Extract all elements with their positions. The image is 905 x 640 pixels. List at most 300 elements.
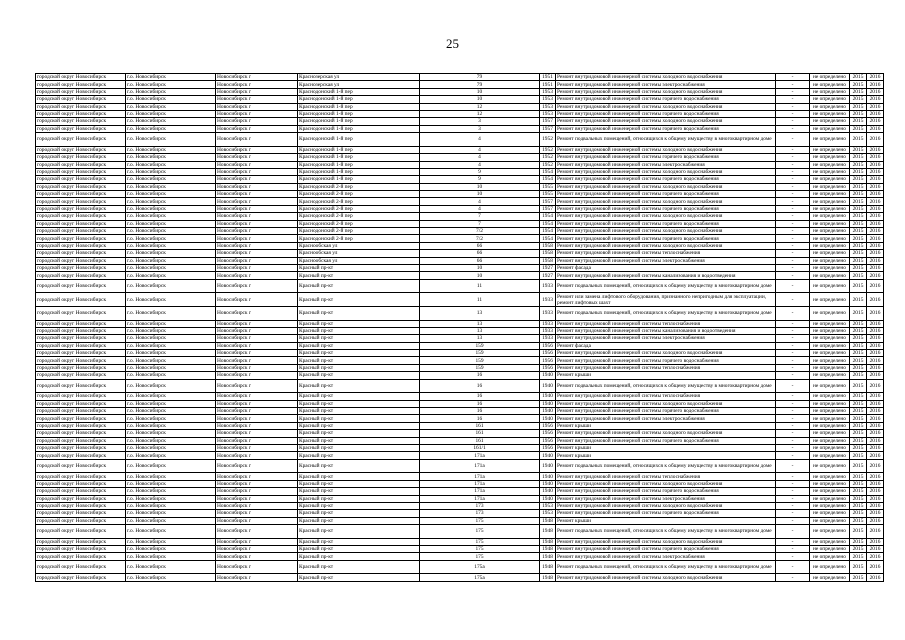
house-number-cell: 10: [420, 272, 540, 279]
start-year-cell: 2015: [850, 379, 867, 393]
city-cell: Новосибирск г: [216, 228, 298, 235]
work-type-cell: Ремонт подвальных помещений, относящихся к общему имуществу в многоквартирном доме: [556, 560, 776, 574]
cost-cell: -: [776, 400, 810, 407]
city-cell: Новосибирск г: [216, 205, 298, 212]
house-number-cell: 175а: [420, 560, 540, 574]
cost-cell: -: [776, 293, 810, 307]
district-cell: г.о. Новосибирск: [126, 379, 216, 393]
street-cell: Красный пр-кт: [298, 510, 420, 517]
build-year-cell: 1956: [540, 422, 556, 429]
end-year-cell: 2016: [867, 161, 884, 168]
city-cell: Новосибирск г: [216, 437, 298, 444]
end-year-cell: 2016: [867, 88, 884, 95]
house-number-cell: 4: [420, 133, 540, 147]
cost-cell: -: [776, 327, 810, 334]
build-year-cell: 1954: [540, 168, 556, 175]
start-year-cell: 2015: [850, 146, 867, 153]
build-year-cell: 1940: [540, 372, 556, 379]
city-cell: Новосибирск г: [216, 342, 298, 349]
house-number-cell: 4: [420, 161, 540, 168]
start-year-cell: 2015: [850, 525, 867, 539]
cost-cell: -: [776, 422, 810, 429]
table-row: [36, 125, 884, 132]
cost-cell: -: [776, 335, 810, 342]
build-year-cell: 1948: [540, 517, 556, 524]
cost-status-cell: не определено: [810, 103, 850, 110]
city-cell: Новосибирск г: [216, 306, 298, 320]
build-year-cell: 1940: [540, 408, 556, 415]
start-year-cell: 2015: [850, 103, 867, 110]
start-year-cell: 2015: [850, 495, 867, 502]
table-row: [36, 191, 884, 198]
build-year-cell: 1940: [540, 452, 556, 459]
cost-cell: -: [776, 183, 810, 190]
cost-status-cell: не определено: [810, 205, 850, 212]
district-cell: г.о. Новосибирск: [126, 408, 216, 415]
house-number-cell: 11: [420, 293, 540, 307]
work-type-cell: Ремонт внутридомовой инженерной системы холодного водоснабжения: [556, 228, 776, 235]
city-cell: Новосибирск г: [216, 257, 298, 264]
municipality-cell: городской округ Новосибирск: [36, 213, 126, 220]
house-number-cell: 4: [420, 205, 540, 212]
cost-cell: -: [776, 306, 810, 320]
work-type-cell: Ремонт крыши: [556, 372, 776, 379]
city-cell: Новосибирск г: [216, 517, 298, 524]
house-number-cell: 175: [420, 525, 540, 539]
table-row: [36, 444, 884, 451]
table-row: [36, 306, 884, 320]
municipality-cell: городской округ Новосибирск: [36, 459, 126, 473]
street-cell: Красный пр-кт: [298, 574, 420, 581]
work-type-cell: Ремонт крыши: [556, 422, 776, 429]
build-year-cell: 1955: [540, 183, 556, 190]
cost-cell: -: [776, 279, 810, 293]
end-year-cell: 2016: [867, 205, 884, 212]
district-cell: г.о. Новосибирск: [126, 459, 216, 473]
cost-cell: -: [776, 546, 810, 553]
end-year-cell: 2016: [867, 96, 884, 103]
cost-status-cell: не определено: [810, 220, 850, 227]
street-cell: Краснодонский 1-й пер: [298, 110, 420, 117]
street-cell: Красный пр-кт: [298, 306, 420, 320]
city-cell: Новосибирск г: [216, 125, 298, 132]
build-year-cell: 1952: [540, 133, 556, 147]
work-type-cell: Ремонт внутридомовой инженерной системы теплоснабжения: [556, 250, 776, 257]
street-cell: Краснодонский 2-й пер: [298, 183, 420, 190]
table-row: [36, 574, 884, 581]
cost-cell: -: [776, 574, 810, 581]
cost-status-cell: не определено: [810, 146, 850, 153]
city-cell: Новосибирск г: [216, 272, 298, 279]
start-year-cell: 2015: [850, 110, 867, 117]
end-year-cell: 2016: [867, 264, 884, 271]
municipality-cell: городской округ Новосибирск: [36, 293, 126, 307]
street-cell: Красный пр-кт: [298, 264, 420, 271]
cost-status-cell: не определено: [810, 430, 850, 437]
house-number-cell: 10: [420, 183, 540, 190]
city-cell: Новосибирск г: [216, 400, 298, 407]
work-type-cell: Ремонт внутридомовой инженерной системы холодного водоснабжения: [556, 183, 776, 190]
cost-cell: -: [776, 198, 810, 205]
build-year-cell: 1951: [540, 74, 556, 81]
house-number-cell: 12: [420, 110, 540, 117]
cost-status-cell: не определено: [810, 191, 850, 198]
start-year-cell: 2015: [850, 422, 867, 429]
house-number-cell: 16: [420, 393, 540, 400]
end-year-cell: 2016: [867, 517, 884, 524]
start-year-cell: 2015: [850, 81, 867, 88]
build-year-cell: 1940: [540, 480, 556, 487]
build-year-cell: 1940: [540, 488, 556, 495]
cost-status-cell: не определено: [810, 293, 850, 307]
city-cell: Новосибирск г: [216, 510, 298, 517]
house-number-cell: 66: [420, 257, 540, 264]
end-year-cell: 2016: [867, 553, 884, 560]
cost-cell: -: [776, 342, 810, 349]
city-cell: Новосибирск г: [216, 546, 298, 553]
cost-cell: -: [776, 488, 810, 495]
district-cell: г.о. Новосибирск: [126, 81, 216, 88]
city-cell: Новосибирск г: [216, 422, 298, 429]
start-year-cell: 2015: [850, 473, 867, 480]
district-cell: г.о. Новосибирск: [126, 133, 216, 147]
municipality-cell: городской округ Новосибирск: [36, 560, 126, 574]
end-year-cell: 2016: [867, 430, 884, 437]
build-year-cell: 1953: [540, 110, 556, 117]
start-year-cell: 2015: [850, 560, 867, 574]
work-type-cell: Ремонт внутридомовой инженерной системы электроснабжения: [556, 495, 776, 502]
street-cell: Красный пр-кт: [298, 400, 420, 407]
municipality-cell: городской округ Новосибирск: [36, 480, 126, 487]
work-type-cell: Ремонт внутридомовой инженерной системы холодного водоснабжения: [556, 168, 776, 175]
street-cell: Красный пр-кт: [298, 553, 420, 560]
end-year-cell: 2016: [867, 133, 884, 147]
municipality-cell: городской округ Новосибирск: [36, 546, 126, 553]
municipality-cell: городской округ Новосибирск: [36, 146, 126, 153]
start-year-cell: 2015: [850, 264, 867, 271]
work-type-cell: Ремонт внутридомовой инженерной системы горячего водоснабжения: [556, 546, 776, 553]
work-type-cell: Ремонт внутридомовой инженерной системы холодного водоснабжения: [556, 74, 776, 81]
municipality-cell: городской округ Новосибирск: [36, 525, 126, 539]
district-cell: г.о. Новосибирск: [126, 306, 216, 320]
municipality-cell: городской округ Новосибирск: [36, 379, 126, 393]
work-type-cell: Ремонт крыши: [556, 444, 776, 451]
work-type-cell: Ремонт внутридомовой инженерной системы электроснабжения: [556, 335, 776, 342]
cost-status-cell: не определено: [810, 560, 850, 574]
street-cell: Красный пр-кт: [298, 488, 420, 495]
table-row: [36, 96, 884, 103]
end-year-cell: 2016: [867, 393, 884, 400]
district-cell: г.о. Новосибирск: [126, 422, 216, 429]
street-cell: Красный пр-кт: [298, 293, 420, 307]
house-number-cell: 13: [420, 335, 540, 342]
city-cell: Новосибирск г: [216, 502, 298, 509]
build-year-cell: 1955: [540, 191, 556, 198]
municipality-cell: городской округ Новосибирск: [36, 205, 126, 212]
work-type-cell: Ремонт внутридомовой инженерной системы холодного водоснабжения: [556, 103, 776, 110]
start-year-cell: 2015: [850, 235, 867, 242]
work-type-cell: Ремонт внутридомовой инженерной системы теплоснабжения: [556, 473, 776, 480]
cost-status-cell: не определено: [810, 574, 850, 581]
start-year-cell: 2015: [850, 502, 867, 509]
house-number-cell: 16: [420, 415, 540, 422]
street-cell: Краснодонский 2-й пер: [298, 205, 420, 212]
street-cell: Красный пр-кт: [298, 320, 420, 327]
cost-cell: -: [776, 459, 810, 473]
end-year-cell: 2016: [867, 198, 884, 205]
house-number-cell: 79: [420, 81, 540, 88]
work-type-cell: Ремонт внутридомовой инженерной системы электроснабжения: [556, 257, 776, 264]
city-cell: Новосибирск г: [216, 495, 298, 502]
end-year-cell: 2016: [867, 250, 884, 257]
start-year-cell: 2015: [850, 480, 867, 487]
work-type-cell: Ремонт внутридомовой инженерной системы электроснабжения: [556, 553, 776, 560]
table-row: [36, 133, 884, 147]
table-row: [36, 74, 884, 81]
build-year-cell: 1956: [540, 364, 556, 371]
table-row: [36, 161, 884, 168]
city-cell: Новосибирск г: [216, 335, 298, 342]
cost-status-cell: не определено: [810, 408, 850, 415]
district-cell: г.о. Новосибирск: [126, 574, 216, 581]
house-number-cell: 10: [420, 96, 540, 103]
municipality-cell: городской округ Новосибирск: [36, 437, 126, 444]
cost-cell: -: [776, 242, 810, 249]
municipality-cell: городской округ Новосибирск: [36, 154, 126, 161]
street-cell: Красный пр-кт: [298, 379, 420, 393]
street-cell: Краснообская ул: [298, 250, 420, 257]
table-row: [36, 560, 884, 574]
work-type-cell: Ремонт внутридомовой инженерной системы холодного водоснабжения: [556, 502, 776, 509]
end-year-cell: 2016: [867, 191, 884, 198]
cost-status-cell: не определено: [810, 74, 850, 81]
district-cell: г.о. Новосибирск: [126, 364, 216, 371]
cost-status-cell: не определено: [810, 242, 850, 249]
work-type-cell: Ремонт подвальных помещений, относящихся к общему имуществу в многоквартирном доме: [556, 279, 776, 293]
build-year-cell: 1952: [540, 161, 556, 168]
cost-status-cell: не определено: [810, 525, 850, 539]
work-type-cell: Ремонт внутридомовой инженерной системы холодного водоснабжения: [556, 480, 776, 487]
district-cell: г.о. Новосибирск: [126, 161, 216, 168]
cost-status-cell: не определено: [810, 350, 850, 357]
district-cell: г.о. Новосибирск: [126, 257, 216, 264]
house-number-cell: 171а: [420, 495, 540, 502]
build-year-cell: 1940: [540, 415, 556, 422]
end-year-cell: 2016: [867, 220, 884, 227]
cost-status-cell: не определено: [810, 320, 850, 327]
city-cell: Новосибирск г: [216, 372, 298, 379]
house-number-cell: 13: [420, 306, 540, 320]
district-cell: г.о. Новосибирск: [126, 242, 216, 249]
start-year-cell: 2015: [850, 213, 867, 220]
end-year-cell: 2016: [867, 546, 884, 553]
work-type-cell: Ремонт крыши: [556, 517, 776, 524]
street-cell: Красный пр-кт: [298, 480, 420, 487]
street-cell: Красный пр-кт: [298, 452, 420, 459]
cost-cell: -: [776, 517, 810, 524]
cost-status-cell: не определено: [810, 495, 850, 502]
district-cell: г.о. Новосибирск: [126, 335, 216, 342]
street-cell: Краснодонский 1-й пер: [298, 103, 420, 110]
cost-cell: -: [776, 176, 810, 183]
work-type-cell: Ремонт внутридомовой инженерной системы горячего водоснабжения: [556, 437, 776, 444]
cost-status-cell: не определено: [810, 81, 850, 88]
district-cell: г.о. Новосибирск: [126, 110, 216, 117]
build-year-cell: 1956: [540, 357, 556, 364]
end-year-cell: 2016: [867, 357, 884, 364]
municipality-cell: городской округ Новосибирск: [36, 488, 126, 495]
work-type-cell: Ремонт внутридомовой инженерной системы горячего водоснабжения: [556, 510, 776, 517]
start-year-cell: 2015: [850, 220, 867, 227]
city-cell: Новосибирск г: [216, 574, 298, 581]
table-row: [36, 335, 884, 342]
table-row: [36, 422, 884, 429]
table-row: [36, 264, 884, 271]
municipality-cell: городской округ Новосибирск: [36, 342, 126, 349]
city-cell: Новосибирск г: [216, 459, 298, 473]
start-year-cell: 2015: [850, 372, 867, 379]
start-year-cell: 2015: [850, 242, 867, 249]
start-year-cell: 2015: [850, 88, 867, 95]
build-year-cell: 1956: [540, 444, 556, 451]
house-number-cell: 161/1: [420, 444, 540, 451]
street-cell: Краснообская ул: [298, 257, 420, 264]
house-number-cell: 10: [420, 264, 540, 271]
cost-cell: -: [776, 191, 810, 198]
start-year-cell: 2015: [850, 364, 867, 371]
district-cell: г.о. Новосибирск: [126, 495, 216, 502]
cost-cell: -: [776, 161, 810, 168]
municipality-cell: городской округ Новосибирск: [36, 422, 126, 429]
street-cell: Краснодонский 1-й пер: [298, 133, 420, 147]
end-year-cell: 2016: [867, 350, 884, 357]
city-cell: Новосибирск г: [216, 452, 298, 459]
table-row: [36, 400, 884, 407]
city-cell: Новосибирск г: [216, 110, 298, 117]
cost-cell: -: [776, 357, 810, 364]
district-cell: г.о. Новосибирск: [126, 88, 216, 95]
street-cell: Краснодонский 1-й пер: [298, 176, 420, 183]
municipality-cell: городской округ Новосибирск: [36, 327, 126, 334]
build-year-cell: 1933: [540, 306, 556, 320]
city-cell: Новосибирск г: [216, 88, 298, 95]
district-cell: г.о. Новосибирск: [126, 525, 216, 539]
start-year-cell: 2015: [850, 161, 867, 168]
house-number-cell: 159: [420, 364, 540, 371]
city-cell: Новосибирск г: [216, 250, 298, 257]
work-type-cell: Ремонт внутридомовой инженерной системы горячего водоснабжения: [556, 191, 776, 198]
end-year-cell: 2016: [867, 372, 884, 379]
table-row: [36, 205, 884, 212]
house-number-cell: 10: [420, 88, 540, 95]
end-year-cell: 2016: [867, 228, 884, 235]
table-row: [36, 320, 884, 327]
municipality-cell: городской округ Новосибирск: [36, 400, 126, 407]
start-year-cell: 2015: [850, 118, 867, 125]
street-cell: Краснодонский 1-й пер: [298, 146, 420, 153]
cost-cell: -: [776, 480, 810, 487]
cost-cell: -: [776, 372, 810, 379]
work-type-cell: Ремонт внутридомовой инженерной системы теплоснабжения: [556, 393, 776, 400]
cost-status-cell: не определено: [810, 176, 850, 183]
table-row: [36, 525, 884, 539]
work-type-cell: Ремонт внутридомовой инженерной системы холодного водоснабжения: [556, 574, 776, 581]
cost-cell: -: [776, 495, 810, 502]
municipality-cell: городской округ Новосибирск: [36, 357, 126, 364]
end-year-cell: 2016: [867, 510, 884, 517]
end-year-cell: 2016: [867, 408, 884, 415]
cost-status-cell: не определено: [810, 372, 850, 379]
cost-cell: -: [776, 235, 810, 242]
start-year-cell: 2015: [850, 293, 867, 307]
street-cell: Краснодонский 1-й пер: [298, 168, 420, 175]
city-cell: Новосибирск г: [216, 191, 298, 198]
district-cell: г.о. Новосибирск: [126, 154, 216, 161]
district-cell: г.о. Новосибирск: [126, 430, 216, 437]
municipality-cell: городской округ Новосибирск: [36, 235, 126, 242]
street-cell: Красный пр-кт: [298, 393, 420, 400]
end-year-cell: 2016: [867, 125, 884, 132]
municipality-cell: городской округ Новосибирск: [36, 228, 126, 235]
municipality-cell: городской округ Новосибирск: [36, 264, 126, 271]
house-number-cell: 13: [420, 327, 540, 334]
table-row: [36, 257, 884, 264]
municipality-cell: городской округ Новосибирск: [36, 250, 126, 257]
end-year-cell: 2016: [867, 480, 884, 487]
district-cell: г.о. Новосибирск: [126, 480, 216, 487]
end-year-cell: 2016: [867, 213, 884, 220]
end-year-cell: 2016: [867, 272, 884, 279]
district-cell: г.о. Новосибирск: [126, 372, 216, 379]
cost-cell: -: [776, 125, 810, 132]
end-year-cell: 2016: [867, 154, 884, 161]
end-year-cell: 2016: [867, 422, 884, 429]
city-cell: Новосибирск г: [216, 525, 298, 539]
cost-status-cell: не определено: [810, 393, 850, 400]
table-row: [36, 213, 884, 220]
city-cell: Новосибирск г: [216, 379, 298, 393]
build-year-cell: 1948: [540, 574, 556, 581]
start-year-cell: 2015: [850, 510, 867, 517]
work-type-cell: Ремонт фасада: [556, 264, 776, 271]
cost-cell: -: [776, 510, 810, 517]
cost-status-cell: не определено: [810, 133, 850, 147]
table-row: [36, 502, 884, 509]
end-year-cell: 2016: [867, 320, 884, 327]
cost-status-cell: не определено: [810, 183, 850, 190]
table-row: [36, 393, 884, 400]
city-cell: Новосибирск г: [216, 161, 298, 168]
table-row: [36, 488, 884, 495]
municipality-cell: городской округ Новосибирск: [36, 279, 126, 293]
municipality-cell: городской округ Новосибирск: [36, 393, 126, 400]
cost-cell: -: [776, 228, 810, 235]
end-year-cell: 2016: [867, 110, 884, 117]
work-type-cell: Ремонт внутридомовой инженерной системы электроснабжения: [556, 415, 776, 422]
district-cell: г.о. Новосибирск: [126, 125, 216, 132]
build-year-cell: 1927: [540, 264, 556, 271]
build-year-cell: 1933: [540, 327, 556, 334]
table-row: [36, 235, 884, 242]
build-year-cell: 1954: [540, 213, 556, 220]
cost-status-cell: не определено: [810, 88, 850, 95]
municipality-cell: городской округ Новосибирск: [36, 495, 126, 502]
cost-cell: -: [776, 146, 810, 153]
cost-status-cell: не определено: [810, 250, 850, 257]
cost-status-cell: не определено: [810, 400, 850, 407]
table-row: [36, 327, 884, 334]
work-type-cell: Ремонт или замена лифтового оборудования, признанного непригодным для эксплуатации, ремонт лифтовых шахт: [556, 293, 776, 307]
